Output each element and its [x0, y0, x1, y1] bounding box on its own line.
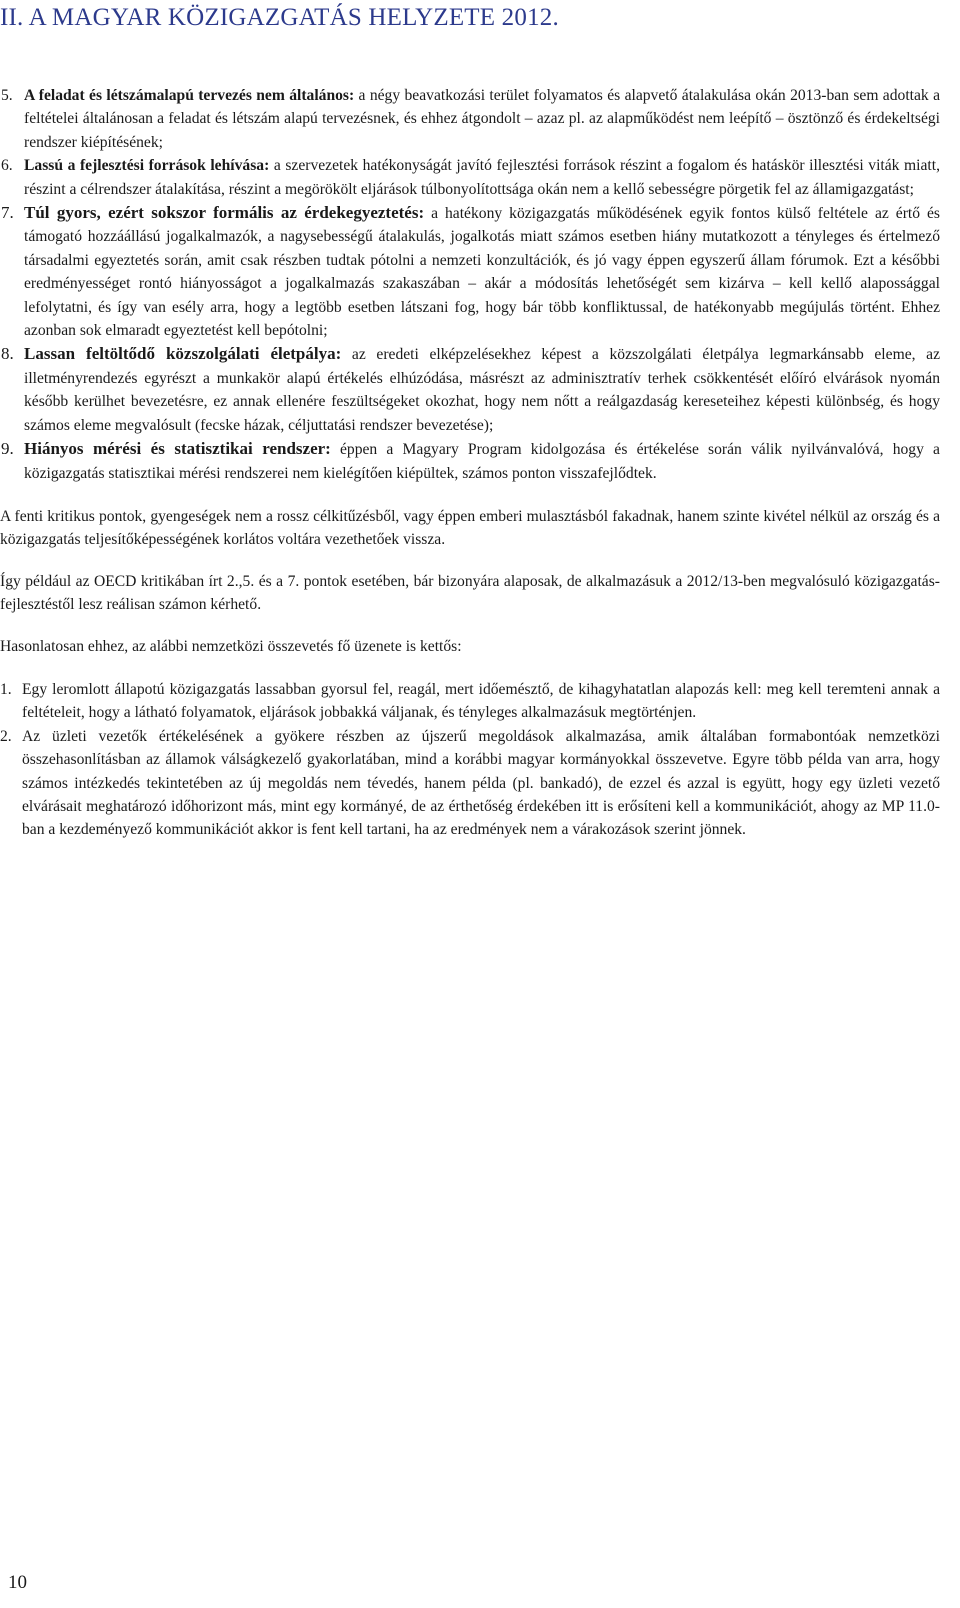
weakness-list	[0, 84, 940, 485]
list-item-9	[0, 437, 940, 485]
list-item-text: Egy leromlott állapotú közigazgatás lassabban gyorsul fel, reagál, mert időemésztő, de kihagyhatatlan alapozás kell: meg kell teremteni annak a feltételeit, hogy a látható folyamatok, eljárások jobbakká váljanak, és tényleges alkalmazásuk megtörténjen.	[22, 680, 940, 722]
list-item-8	[0, 342, 940, 437]
list-item-number: 2.	[0, 727, 12, 745]
page-header-title: II. A MAGYAR KÖZIGAZGATÁS HELYZETE 2012.	[0, 4, 559, 31]
list-item-text: a szervezetek hatékonyságát javító fejlesztési források részint a fogalom és hatáskör illesztési viták miatt, részint a célrendszer átalakítása, részint a megörökölt eljárások túlbonyolítottsága okán nem a kellő sebességre pörgetik fel az államigazgatást;	[24, 157, 940, 198]
list-item-6	[0, 154, 940, 201]
list-item-heading: A feladat és létszámalapú tervezés nem általános:	[24, 87, 355, 104]
document-body	[0, 84, 940, 842]
paragraph-comparison-intro: Hasonlatosan ehhez, az alábbi nemzetközi összevetés fő üzenete is kettős:	[0, 637, 462, 655]
list-item-text: a négy beavatkozási terület folyamatos és alapvető átalakulása okán 2013-ban sem adottak a feltételei általánosan a feladat és létszám alapú tervezésnek, és ehhez átgondolt – azaz pl. az alapműködést nem leépítő – ösztönző és érdekeltségi rendszer kiépítésének;	[24, 87, 940, 151]
list-item-heading: Hiányos mérési és statisztikai rendszer:	[24, 439, 331, 459]
list-item-heading: Lassan feltöltődő közszolgálati életpálya:	[24, 344, 342, 364]
page-number: 10	[8, 1572, 27, 1593]
comparison-item-1	[0, 678, 940, 725]
list-item-number: 6.	[1, 157, 13, 175]
list-item-heading: Lassú a fejlesztési források lehívása:	[24, 157, 270, 175]
list-item-7	[0, 201, 940, 342]
list-item-number: 8.	[1, 344, 14, 364]
list-item-heading: Túl gyors, ezért sokszor formális az érdekegyeztetés:	[24, 203, 425, 223]
list-item-number: 9.	[1, 439, 14, 459]
list-item-number: 7.	[1, 203, 14, 223]
paragraph-oecd: Így például az OECD kritikában írt 2.,5. és a 7. pontok esetében, bár bizonyára alaposak, de alkalmazásuk a 2012/13-ben megvalósuló közigazgatás-fejlesztéstől lesz reálisan számon kérhető.	[0, 572, 940, 614]
list-item-number: 1.	[0, 680, 12, 698]
list-item-text: éppen a Magyary Program kidolgozása és értékelése során válik nyilvánvalóvá, hogy a közigazgatás statisztikai mérési rendszerei nem kielégítően kiépültek, számos ponton visszafejlődtek.	[24, 441, 940, 482]
comparison-list	[0, 678, 940, 842]
list-item-text: a hatékony közigazgatás működésének egyik fontos külső feltétele az értő és támogató hozzáállású jogalkalmazók, a nagysebességű átalakulás, jogalkotás miatt számos esetben hiány mutatkozott a tényleges és értelmező társadalmi egyeztetés során, amit csak részben tudtak pótolni a nemzeti konzultációk, és jó vagy éppen egyszerű állam fórumok. Ezt a későbbi eredményességet rontó hiányosságot a jogalkalmazás szakaszában – akár a módosítás lehetőségét sem kizárva – kell kellő alapossággal lefolytatni, és így van esély arra, hogy a legtöbb esetben látszani fog, hogy bár több konfliktussal, de hatékonyabb megújulás történt. Ehhez azonban sok elmaradt egyeztetést kell bepótolni;	[24, 205, 940, 340]
list-item-number: 5.	[1, 87, 13, 104]
list-item-text: Az üzleti vezetők értékelésének a gyökere részben az újszerű megoldások alkalmazása, amik általában formabontóak nemzetközi összehasonlításban az államok válságkezelő gyakorlatában, mind a korábbi magyar kormányokkal összevetve. Egyre több példa van arra, hogy számos intézkedés tekintetében az új megoldás nem tévedés, hanem példa (pl. bankadó), de ezzel és azzal is együtt, hogy egy üzleti vezető elvárásait meghatározó időhorizont más, mint egy kormányé, de az érthetőség érdekében itt is erősíteni kell a kommunikációt, ahogy az MP 11.0-ban a kezdeményező kommunikációt akkor is fent kell tartani, ha az eredmények nem a várakozások szerint jönnek.	[22, 727, 940, 839]
list-item-5	[0, 84, 940, 154]
comparison-item-2	[0, 725, 940, 842]
list-item-text: az eredeti elképzelésekhez képest a közszolgálati életpálya legmarkánsabb eleme, az illetményrendezés egyrészt a munkakör alapú értékelés elhúzódása, másrészt az adminisztratív terhek csökkentését előíró elvárások nyomán később kerülhet bevezetésre, ez annak ellenére feszültségeket okozhat, hogy nem nőtt a reálgazdaság kereseteihez képesti különbség, és hogy számos eleme megvalósult (fecske házak, céljuttatási rendszer bevezetése);	[24, 346, 941, 434]
paragraph-critical-points: A fenti kritikus pontok, gyengeségek nem a rossz célkitűzésből, vagy éppen emberi mulasztásból fakadnak, hanem szinte kivétel nélkül az ország és a közigazgatás teljesítőképességének korlátos voltára vezethetőek vissza.	[0, 507, 940, 549]
